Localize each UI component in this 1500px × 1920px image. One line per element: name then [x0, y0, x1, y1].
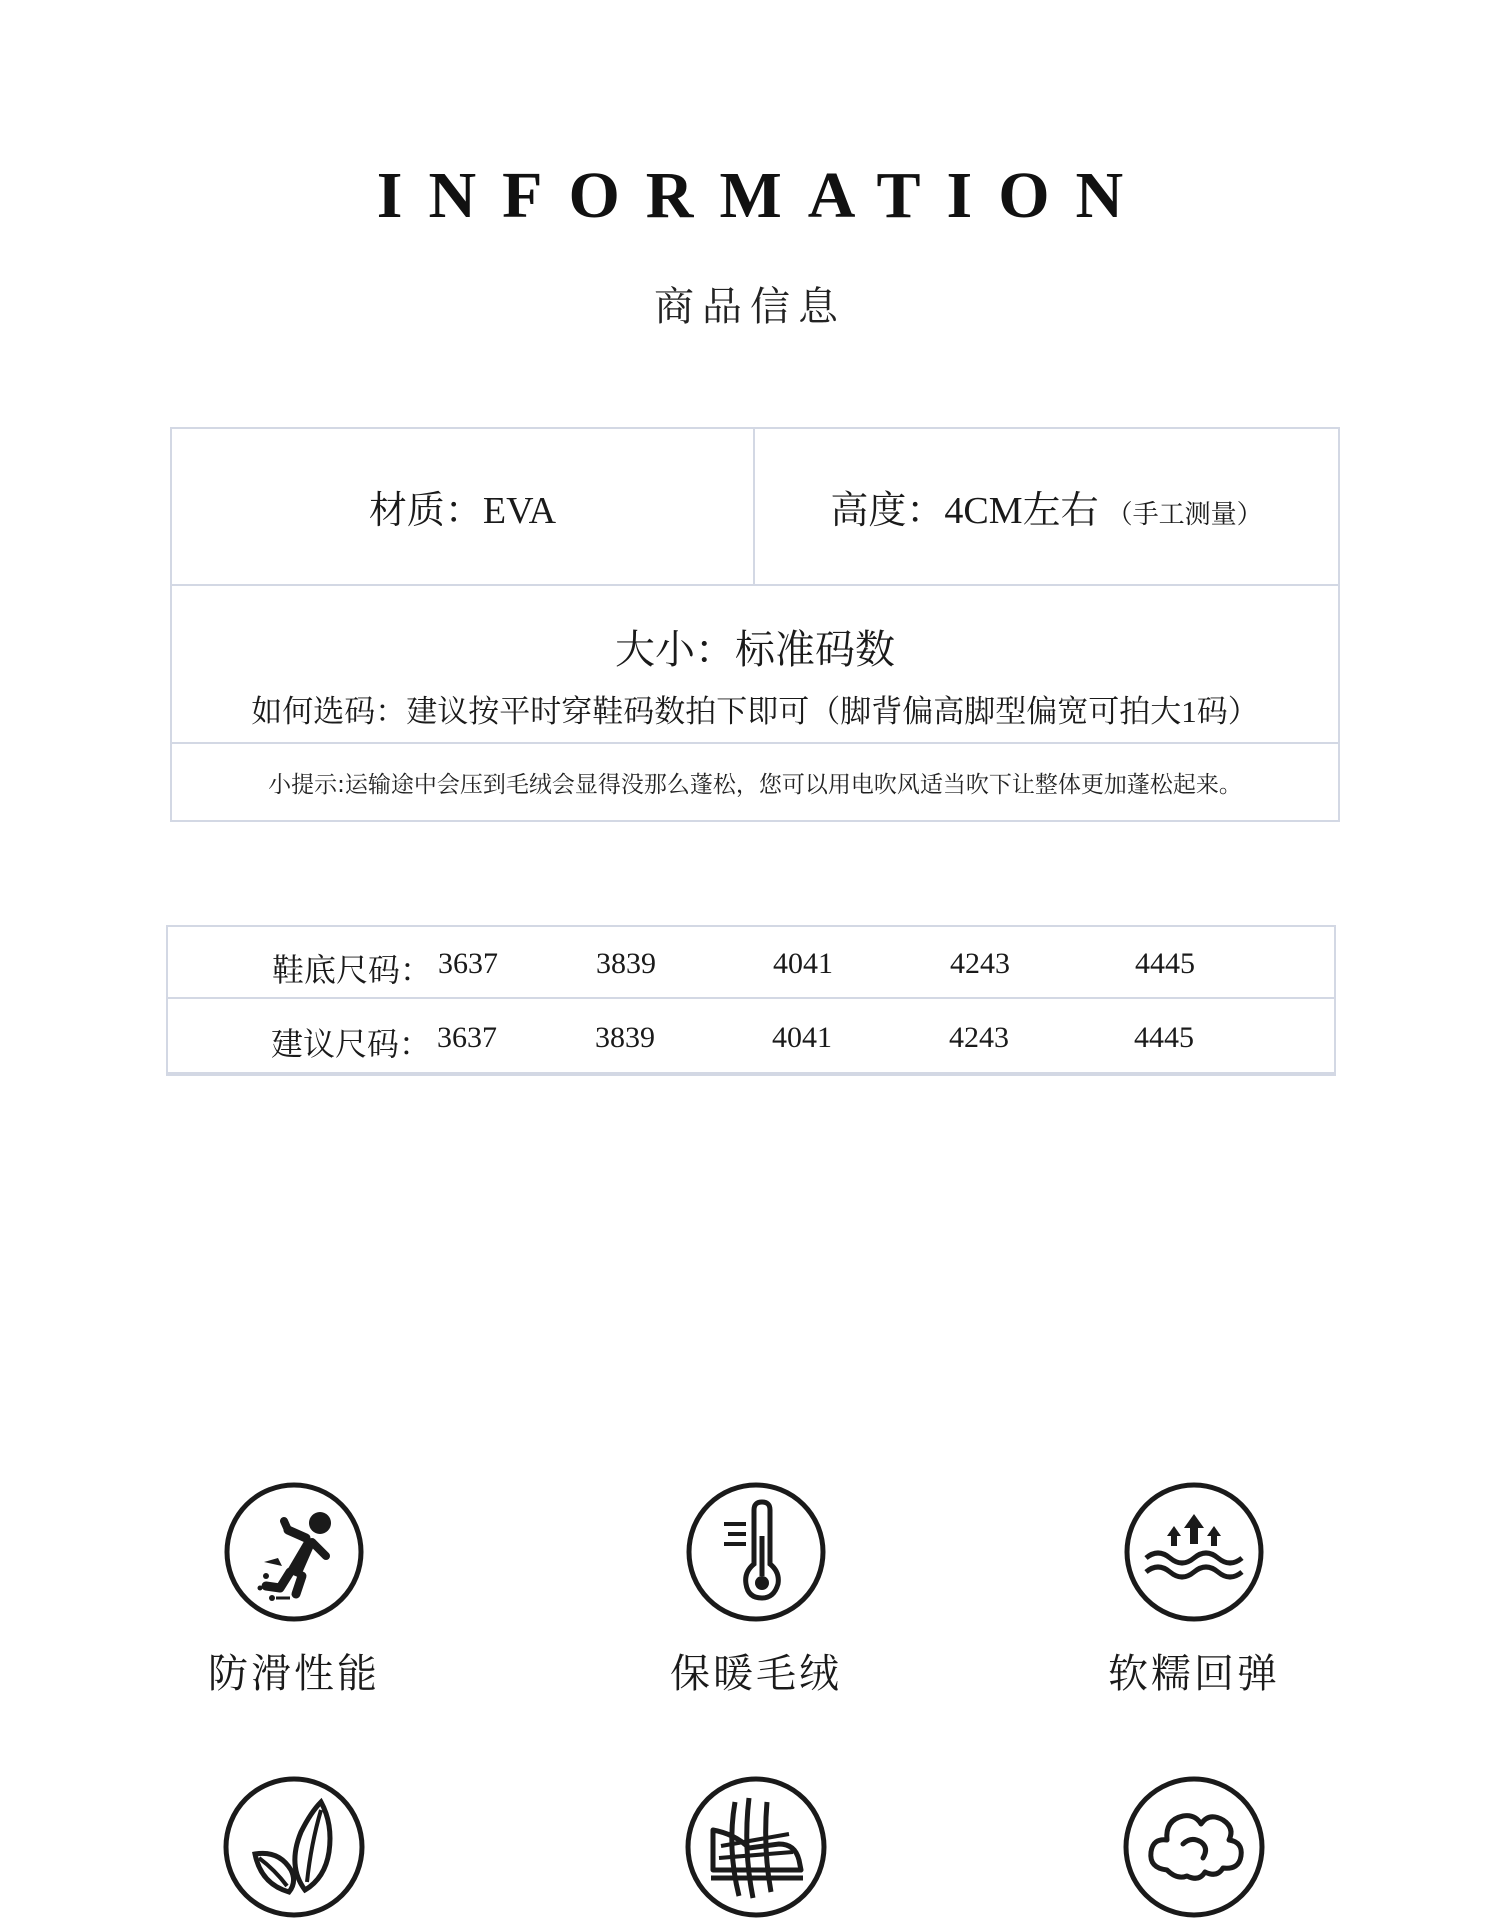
size-title: 大小：标准码数 — [615, 627, 895, 673]
info-row-material-height — [172, 429, 1338, 586]
page-title: INFORMATION — [376, 159, 1150, 232]
size-cell: 3637 — [438, 947, 498, 980]
height-suffix: 左右 — [1022, 488, 1099, 532]
feature-soft-rebound — [1064, 1480, 1324, 1699]
height-cell — [755, 429, 1338, 584]
height-label: 高度： — [830, 488, 945, 532]
size-cell: 3839 — [595, 1021, 655, 1054]
feature-label: 软糯回弹 — [1108, 1651, 1280, 1697]
size-cell: 4243 — [950, 947, 1010, 980]
size-cell: 4041 — [773, 947, 833, 980]
feature-label: 防滑性能 — [208, 1651, 380, 1697]
size-row-label: 建议尺码： — [271, 1025, 432, 1063]
product-info-table — [170, 427, 1340, 822]
size-cell: 4041 — [772, 1021, 832, 1054]
feature-anti-slip — [164, 1480, 424, 1699]
feature-warm-plush — [626, 1480, 886, 1699]
material-cell — [172, 429, 755, 584]
table-row — [168, 1001, 1334, 1073]
thermometer-icon — [684, 1480, 828, 1624]
rebound-waves-icon — [1122, 1480, 1266, 1624]
size-row-label: 鞋底尺码： — [272, 951, 433, 989]
shoe-stitch-icon — [683, 1774, 829, 1920]
feature-eco — [164, 1774, 424, 1920]
page-subtitle: 商品信息 — [654, 284, 846, 330]
size-cell: 3839 — [596, 947, 656, 980]
size-howto: 如何选码：建议按平时穿鞋码数拍下即可（脚背偏高脚型偏宽可拍大1码） — [251, 694, 1259, 730]
cloud-icon — [1121, 1774, 1267, 1920]
size-cell: 4445 — [1134, 1021, 1194, 1054]
table-row — [168, 927, 1334, 999]
slip-person-icon — [222, 1480, 366, 1624]
info-row-size — [172, 586, 1338, 744]
tip-text: 小提示:运输途中会压到毛绒会显得没那么蓬松，您可以用电吹风适当吹下让整体更加蓬松起来。 — [268, 771, 1242, 798]
material-label: 材质： — [368, 488, 483, 532]
height-note: （手工测量） — [1106, 500, 1263, 530]
leaves-icon — [221, 1774, 367, 1920]
material-value: EVA — [482, 490, 557, 532]
feature-label: 保暖毛绒 — [670, 1651, 842, 1697]
size-cell: 3637 — [437, 1021, 497, 1054]
feature-stitching — [626, 1774, 886, 1920]
info-row-tip — [172, 744, 1338, 820]
size-cell: 4243 — [949, 1021, 1009, 1054]
height-value: 4CM — [944, 490, 1023, 532]
feature-cloud-soft — [1064, 1774, 1324, 1920]
size-cell: 4445 — [1135, 947, 1195, 980]
size-table — [166, 925, 1336, 1075]
